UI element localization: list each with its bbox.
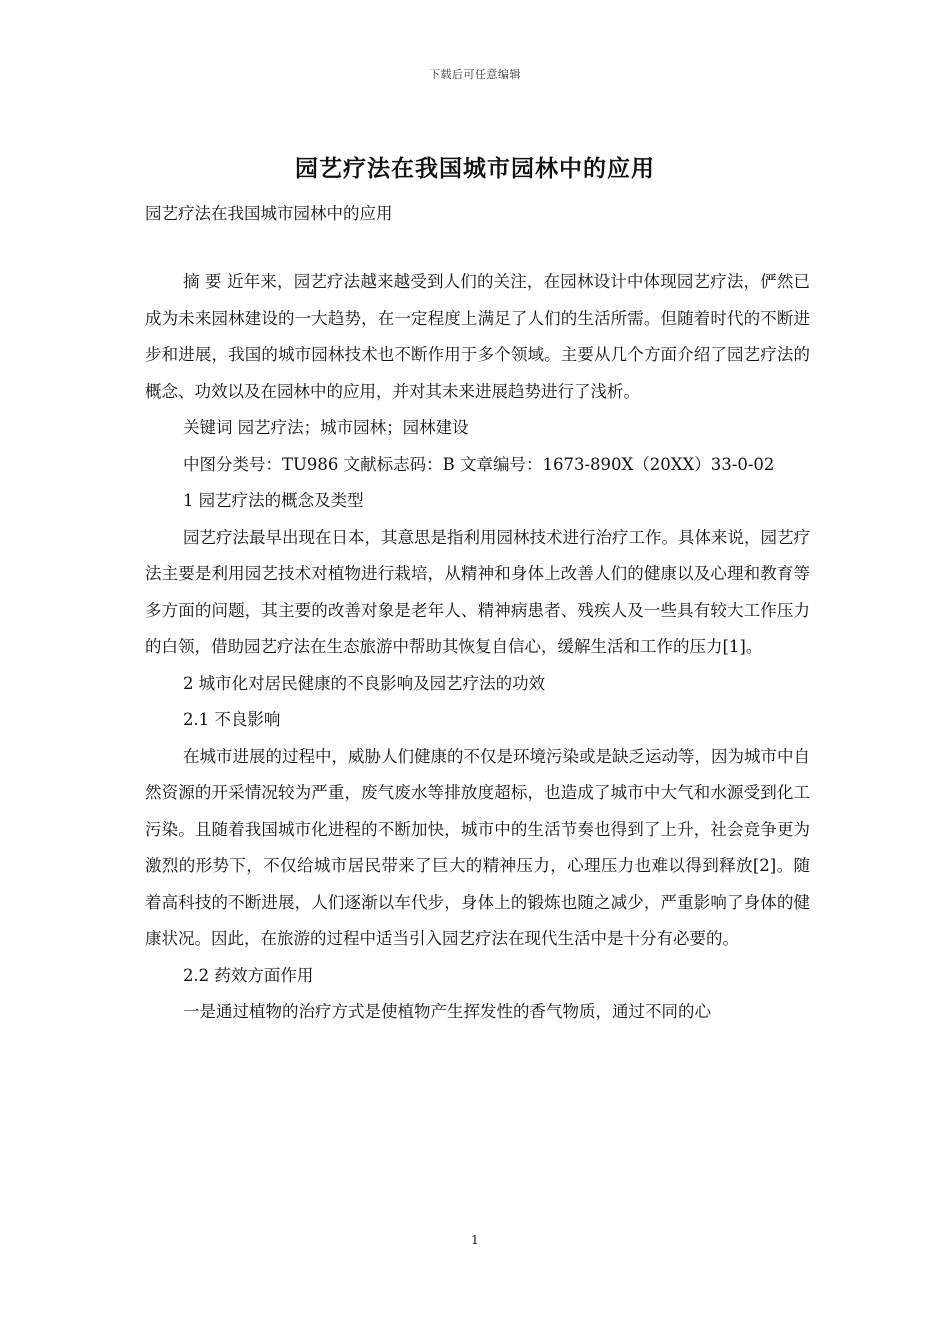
header-note: 下载后可任意编辑 [429,68,521,81]
section-1-paragraph: 园艺疗法最早出现在日本，其意思是指利用园林技术进行治疗工作。具体来说，园艺疗法主要是利用园艺技术对植物进行栽培，从精神和身体上改善人们的健康以及心理和教育等多方面的问题，其主要的改善对象是老年人、精神病患者、残疾人及一些具有较大工作压力的白领，借助园艺疗法在生态旅游中帮助其恢复自信心，缓解生活和工作的压力[1]。 [145,527,810,656]
document-subtitle: 园艺疗法在我国城市园林中的应用 [145,204,393,223]
body-text [145,264,810,1031]
subsection-2-2-paragraph: 一是通过植物的治疗方式是使植物产生挥发性的香气物质，通过不同的心 [182,1002,711,1021]
page-number: 1 [471,1233,479,1247]
section-heading-1: 1 园艺疗法的概念及类型 [182,491,364,510]
subsection-heading-2-2: 2.2 药效方面作用 [182,965,314,985]
subsection-2-1-paragraph: 在城市进展的过程中，威胁人们健康的不仅是环境污染或是缺乏运动等，因为城市中自然资源的开采情况较为严重，废气废水等排放度超标，也造成了城市中大气和水源受到化工污染。且随着我国城市化进程的不断加快，城市中的生活节奏也得到了上升，社会竞争更为激烈的形势下，不仅给城市居民带来了巨大的精神压力，心理压力也难以得到释放[2]。随着高科技的不断进展，人们逐渐以车代步，身体上的锻炼也随之减少，严重影响了身体的健康状况。因此，在旅游的过程中适当引入园艺疗法在现代生活中是十分有必要的。 [145,746,810,948]
keywords-line: 关键词 园艺疗法；城市园林；园林建设 [182,418,469,437]
document-title: 园艺疗法在我国城市园林中的应用 [295,156,655,182]
classification-line: 中图分类号：TU986 文献标志码：B 文章编号：1673-890X（20XX）33-0-02 [182,454,775,474]
subsection-heading-2-1: 2.1 不良影响 [182,710,281,729]
abstract-paragraph: 摘 要 近年来，园艺疗法越来越受到人们的关注，在园林设计中体现园艺疗法，俨然已成为未来园林建设的一大趋势，在一定程度上满足了人们的生活所需。但随着时代的不断进步和进展，我国的城市园林技术也不断作用于多个领域。主要从几个方面介绍了园艺疗法的概念、功效以及在园林中的应用，并对其未来进展趋势进行了浅析。 [145,272,810,401]
section-heading-2: 2 城市化对居民健康的不良影响及园艺疗法的功效 [182,673,546,693]
